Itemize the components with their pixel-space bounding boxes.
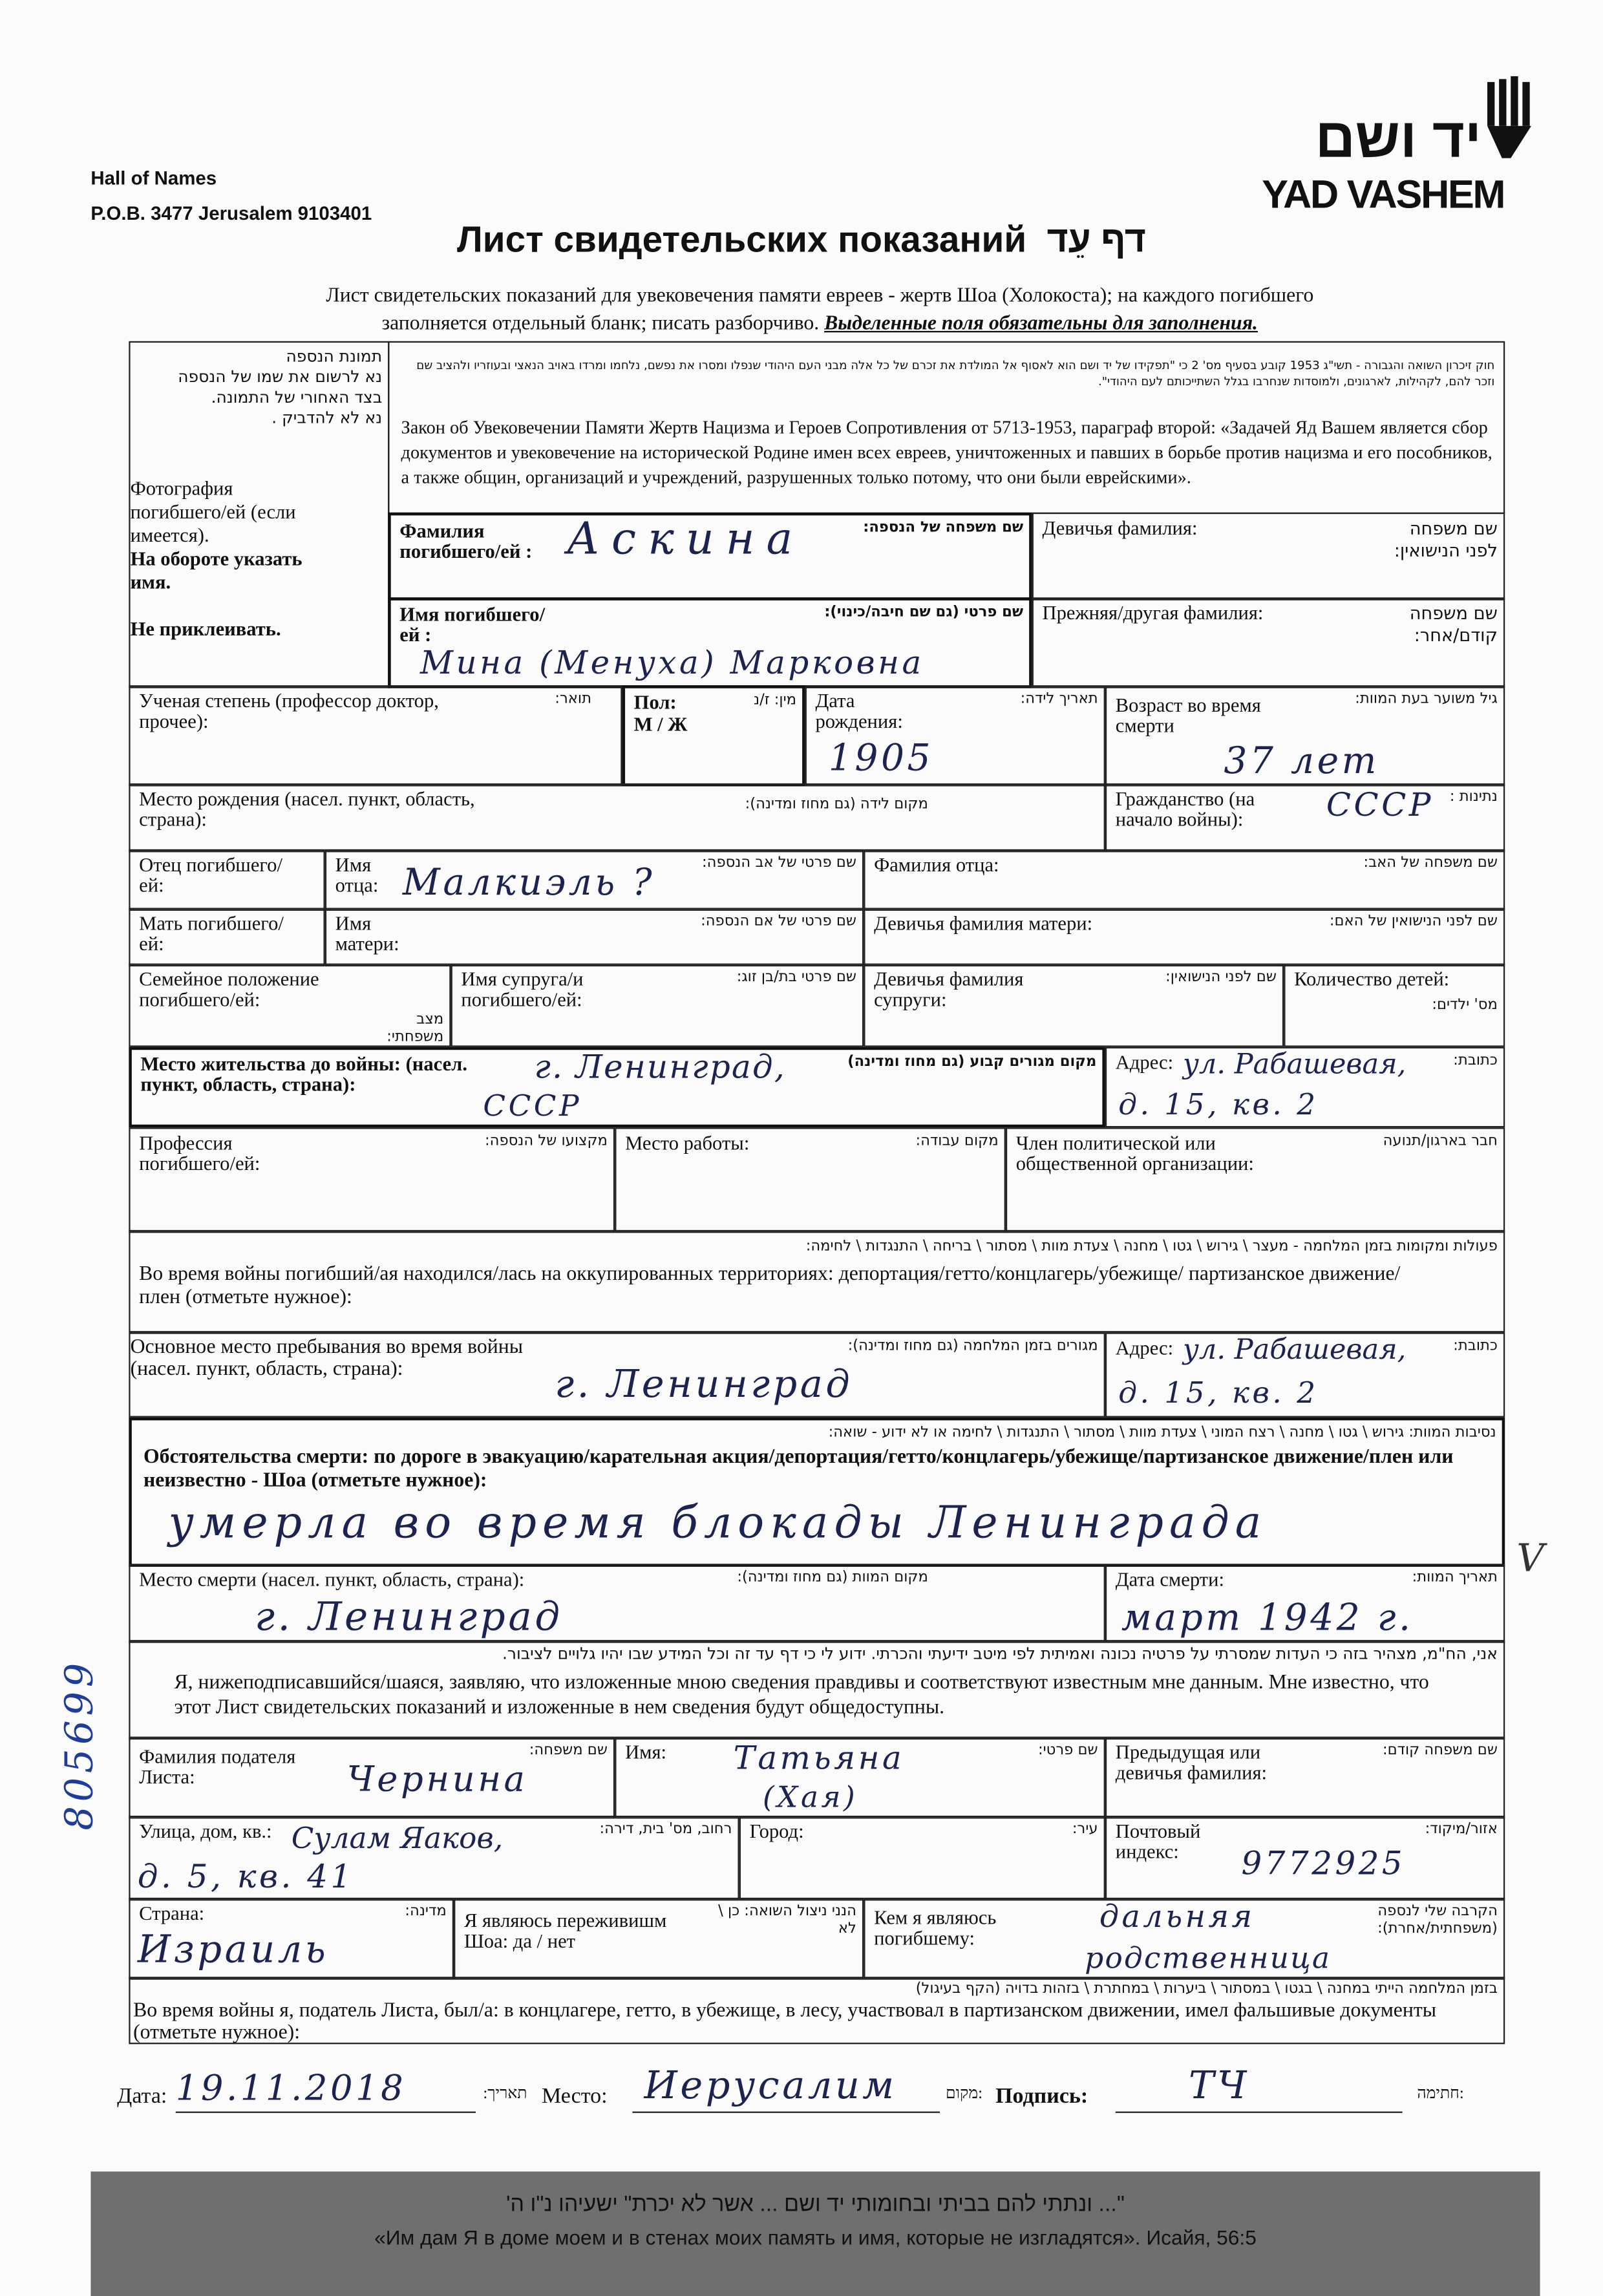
label: Улица, дом, кв.: bbox=[139, 1820, 272, 1842]
place-label: Место: bbox=[541, 2085, 608, 2109]
intro-text bbox=[293, 282, 1347, 338]
label: Почтовый индекс: bbox=[1115, 1820, 1201, 1863]
value: ул. Рабашевая, bbox=[1182, 1048, 1407, 1081]
label: Девичья фамилия матери: bbox=[874, 912, 1093, 935]
prior-name-field[interactable] bbox=[1032, 597, 1505, 688]
label: Прежняя/другая фамилия: bbox=[1042, 602, 1264, 624]
label: Девичья фамилия: bbox=[1042, 516, 1198, 539]
label-he: מין: ז/נ bbox=[754, 692, 797, 709]
label-he: גיל משוער בעת המוות: bbox=[1355, 691, 1498, 708]
value: Чернина bbox=[346, 1758, 528, 1800]
quote-ru: «Им дам Я в доме моем и в стенах моих память и имя, которые не изгладятся». Исайя, 56:5 bbox=[374, 2226, 1257, 2249]
label-he: מקום לידה (גם מחוז ומדינה): bbox=[745, 796, 928, 813]
photo-he bbox=[178, 347, 382, 429]
label: Предыдущая или девичья фамилия: bbox=[1115, 1741, 1268, 1784]
org-name: Hall of Names bbox=[90, 167, 217, 189]
label: Профессия погибшего/ей: bbox=[139, 1132, 260, 1175]
label: Фамилия погибшего/ей : bbox=[399, 520, 533, 562]
value: дальняя bbox=[1099, 1899, 1255, 1935]
label: Имя отца: bbox=[335, 853, 379, 897]
label: Имя: bbox=[625, 1741, 667, 1763]
label: Имя супруга/и погибшего/ей: bbox=[461, 968, 584, 1011]
signature-row bbox=[117, 2065, 1522, 2123]
org-address: P.O.B. 3477 Jerusalem 9103401 bbox=[90, 202, 372, 224]
law-box bbox=[388, 341, 1505, 514]
birthplace-field[interactable] bbox=[129, 783, 1105, 852]
label: Дата рождения: bbox=[815, 689, 903, 732]
place-he: מקום: bbox=[946, 2085, 983, 2103]
residence-field[interactable] bbox=[129, 1047, 1105, 1128]
survivor-label: Я являюсь переживишм Шоа: да / bbox=[463, 1909, 667, 1952]
workplace-field[interactable] bbox=[615, 1127, 1006, 1233]
relation-field[interactable] bbox=[864, 1898, 1505, 1980]
yad-vashem-logo bbox=[1262, 76, 1540, 220]
label-he: נתינות : bbox=[1449, 789, 1498, 805]
label: Гражданство (на начало войны): bbox=[1115, 787, 1255, 831]
label: Возраст во время смерти bbox=[1115, 694, 1261, 737]
submitter-wartime-field[interactable] bbox=[129, 1977, 1505, 2044]
intro: Лист свидетельских показаний для увековечения памяти евреев - жертв Шоа (Холокоста); на каждого погибшего заполняется отдельный бланк; писать разборчиво. bbox=[326, 285, 1314, 335]
death-place-field[interactable] bbox=[129, 1564, 1105, 1642]
label-he: מגורים בזמן המלחמה (גם מחוז ומדינה): bbox=[847, 1338, 1098, 1355]
label: Мать погибшего/ей: bbox=[139, 912, 284, 955]
sex-options: М / Ж bbox=[633, 713, 688, 736]
label-he: כתובת: bbox=[1453, 1338, 1498, 1355]
value: г. Ленинград bbox=[555, 1363, 853, 1407]
photo-ru bbox=[131, 477, 335, 641]
submitter-surname-field[interactable] bbox=[129, 1737, 615, 1819]
profession-field[interactable] bbox=[129, 1127, 615, 1233]
value: СССР bbox=[1326, 787, 1434, 825]
label: Во время войны я, податель Листа, был/а: в концлагере, гетто, в убежище, в лесу, участвовал в партизанском движении, имел фальшивые документы (отметьте нужное): bbox=[133, 2000, 1437, 2045]
quote-he: "... ונתתי להם בביתי ובחומותי יד ושם ... אשר לא יכרת" ישעיהו נ"ו ה' bbox=[506, 2192, 1125, 2217]
title-ru: Лист свидетельских показаний bbox=[457, 219, 1027, 261]
label-he: נסיבות המוות: גירוש \ גטו \ מחנה \ רצח המוני \ צעדת מוות \ מסתור \ התנגדות \ לחימה או לא ידוע - שואה: bbox=[828, 1425, 1496, 1441]
submitter-street-field[interactable] bbox=[129, 1816, 739, 1900]
title-he: דף עֵד bbox=[1046, 219, 1146, 261]
label: Ученая степень (профессор доктор, прочее): bbox=[139, 689, 439, 732]
he-line: נא לא להדביק . bbox=[271, 409, 383, 428]
label: Девичья фамилия супруги: bbox=[874, 968, 1024, 1011]
death-circumstances-field[interactable] bbox=[129, 1418, 1505, 1567]
label bbox=[464, 1911, 706, 1951]
value: умерла во время блокады Ленинграда bbox=[168, 1498, 1268, 1549]
label-he: שם לפני הנישואין: bbox=[1165, 969, 1277, 986]
label-he: בזמן המלחמה הייתי במחנה \ בגטו \ במסתור \ ביערות \ במחתרת \ בזהות בדויה (הקף בעיגול) bbox=[915, 1981, 1498, 1997]
label-he: הנני ניצול השואה: כן \ לא bbox=[718, 1903, 856, 1937]
label: Во время войны погибший/ая находился/лась на оккупированных территориях: депортация/гетто/концлагерь/убежище/ партизанское движение/плен (отметьте нужное): bbox=[139, 1263, 1401, 1310]
label: Адрес: bbox=[1115, 1337, 1174, 1359]
date-he: תאריך: bbox=[483, 2085, 527, 2103]
label-he: שם משפחה: bbox=[529, 1742, 608, 1759]
father-name-field[interactable] bbox=[325, 849, 864, 911]
value: Аскина bbox=[566, 514, 805, 566]
footer-quote bbox=[90, 2171, 1540, 2296]
declaration-he: אני, הח"מ, מצהיר בזה כי העדות שמסרתי על פרטיה נכונה ואמיתית לפי מיטב ידיעתי והכרתי. ידוע לי כי דף עד זה וכל המידע שבו יהיו גלויים לציבור. bbox=[502, 1644, 1498, 1664]
label: Количество детей: bbox=[1294, 968, 1450, 990]
spouse-maiden-field[interactable] bbox=[864, 964, 1284, 1047]
label-he: תאריך לידה: bbox=[1020, 691, 1098, 708]
value: 1905 bbox=[828, 736, 934, 780]
check-mark: V bbox=[1516, 1537, 1547, 1582]
law-he: חוק זיכרון השואה והגבורה - תשי"ג 1953 קובע בסעיף מס' 2 כי "תפקידו של יד ושם הוא לאסוף אל המולדת את זכרם של כל אלה מבני העם היהודי שנפלו ומסרו את נפשם, נלחמו ומרדו באויב הנאצי ובעוזריו ולהציב שם וזכר להם, לקהילות, לארגונים, ולמוסדות שנחרבו בגלל השתייכותם לעם היהודי". bbox=[416, 358, 1495, 388]
organization-field[interactable] bbox=[1006, 1127, 1505, 1233]
victim-name-field[interactable] bbox=[388, 597, 1032, 688]
value: д. 5, кв. 41 bbox=[137, 1859, 354, 1897]
survivor-no-option[interactable]: нет bbox=[547, 1929, 576, 1952]
label-he: מקום עבודה: bbox=[915, 1133, 999, 1150]
ru-bold: На обороте указать имя. bbox=[130, 547, 303, 593]
label-he: שם פרטי: bbox=[1037, 1742, 1098, 1759]
label-he: הקרבה שלי לנספה (משפחתית/אחרת): bbox=[1377, 1903, 1498, 1937]
residence-address-field[interactable] bbox=[1105, 1047, 1505, 1128]
age-field[interactable] bbox=[1105, 685, 1505, 786]
label: Пол: bbox=[633, 691, 677, 714]
date-value: 19.11.2018 bbox=[175, 2067, 407, 2109]
photo-box[interactable] bbox=[129, 341, 389, 688]
declaration-ru: Я, нижеподписавшийся/шаяся, заявляю, что изложенные мною сведения правдивы и соответствуют известным мне данным. Мне известно, что этот Лист свидетельских показаний и изложенные в нем сведения будут общедоступны. bbox=[174, 1672, 1429, 1719]
label-he: עיר: bbox=[1072, 1822, 1098, 1838]
label-he: שם משפחה לפני הנישואין: bbox=[1394, 518, 1498, 561]
value: 37 лет bbox=[1224, 739, 1379, 782]
label-he: שם משפחה של האב: bbox=[1363, 855, 1498, 871]
label-he: מצב משפחתי: bbox=[387, 1012, 444, 1046]
label-he: אזור/מיקוד: bbox=[1425, 1822, 1498, 1838]
value: г. Ленинград, bbox=[534, 1050, 786, 1087]
mother-maiden-field[interactable] bbox=[864, 908, 1505, 966]
maiden-name-field[interactable] bbox=[1032, 513, 1505, 601]
submitter-name-field[interactable] bbox=[615, 1737, 1105, 1819]
label: Место смерти (насел. пункт, область, страна): bbox=[139, 1568, 525, 1591]
label-he: תאריך המוות: bbox=[1412, 1569, 1498, 1586]
label: Обстоятельства смерти: по дороге в эвакуацию/карательная акция/депортация/гетто/концлагерь/убежище/партизанское движение/плен или неизвестно - Шоа (отметьте нужное): bbox=[143, 1447, 1454, 1493]
signature-he: חתימה: bbox=[1417, 2085, 1464, 2103]
label: Страна: bbox=[139, 1902, 205, 1924]
label-he: פעולות ומקומות בזמן המלחמה - מעצר \ גירוש \ גטו \ מחנה \ צעדת מוות \ מסתור \ בריחה \ התנגדות \ לחימה: bbox=[805, 1238, 1498, 1255]
value: ул. Рабашевая, bbox=[1182, 1334, 1407, 1366]
value: д. 15, кв. 2 bbox=[1118, 1086, 1319, 1122]
survivor-field[interactable] bbox=[454, 1898, 864, 1980]
value: СССР bbox=[483, 1088, 582, 1123]
declaration-box bbox=[129, 1640, 1505, 1739]
victim-surname-field[interactable] bbox=[388, 513, 1032, 601]
value: д. 15, кв. 2 bbox=[1118, 1375, 1319, 1410]
label: Имя погибшего/ей : bbox=[399, 603, 546, 646]
logo-latin: YAD VASHEM bbox=[1262, 173, 1505, 217]
wartime-address-field[interactable] bbox=[1105, 1332, 1505, 1417]
label: Основное место пребывания во время войны (насел. пункт, область, страна): bbox=[130, 1337, 524, 1381]
label-he: רחוב, מס' בית, דירה: bbox=[599, 1822, 732, 1838]
label: Отец погибшего/ей: bbox=[139, 853, 282, 897]
value: родственница bbox=[1085, 1940, 1332, 1975]
label: Место работы: bbox=[625, 1132, 750, 1154]
signature-label: Подпись: bbox=[995, 2085, 1088, 2109]
wartime-activities-field[interactable] bbox=[129, 1230, 1505, 1333]
label-he: מקום מגורים קבוע (גם מחוז ומדינה) bbox=[847, 1054, 1097, 1070]
dob-field[interactable] bbox=[805, 685, 1105, 786]
value: г. Ленинград bbox=[255, 1594, 563, 1641]
submitter-zip-field[interactable] bbox=[1105, 1816, 1505, 1900]
label-he: שם פרטי (גם שם חיבה/כינוי): bbox=[824, 604, 1024, 621]
value: Малкиэль ? bbox=[402, 860, 655, 904]
label: Фамилия подателя Листа: bbox=[139, 1745, 296, 1788]
father-surname-field[interactable] bbox=[864, 849, 1505, 911]
label: Город: bbox=[749, 1820, 804, 1842]
ru-line: погибшего/ей (если bbox=[130, 500, 296, 523]
place-value: Иерусалим bbox=[644, 2065, 897, 2109]
value: Сулам Яаков, bbox=[291, 1820, 504, 1856]
side-number-annotation: 805699 bbox=[58, 1658, 103, 1831]
label: Дата смерти: bbox=[1115, 1568, 1224, 1591]
father-label-cell bbox=[129, 849, 324, 911]
label-he: מדינה: bbox=[405, 1903, 447, 1920]
children-field[interactable] bbox=[1284, 964, 1505, 1047]
citizenship-field[interactable] bbox=[1105, 783, 1505, 852]
label: Член политической или общественной организации: bbox=[1015, 1132, 1254, 1175]
label-he: מקצועו של הנספה: bbox=[485, 1133, 608, 1150]
wartime-place-field[interactable] bbox=[129, 1332, 1105, 1417]
menorah-icon bbox=[1481, 76, 1540, 164]
label-he: מקום המוות (גם מחוז ומדינה): bbox=[737, 1569, 928, 1586]
ru-no-glue: Не приклеивать. bbox=[130, 617, 281, 640]
label-he: חבר בארגון/תנועה bbox=[1383, 1133, 1498, 1150]
label: Кем я являюсь погибшему: bbox=[874, 1906, 997, 1950]
label: Имя матери: bbox=[335, 912, 399, 955]
label-he: שם משפחה קודם/אחר: bbox=[1409, 603, 1498, 646]
date-field[interactable] bbox=[175, 2067, 476, 2113]
place-field[interactable] bbox=[632, 2065, 940, 2113]
label-he: כתובת: bbox=[1453, 1052, 1498, 1069]
signature-field[interactable] bbox=[1116, 2065, 1403, 2113]
date-label: Дата: bbox=[117, 2085, 167, 2109]
label: Семейное положение погибшего/ей: bbox=[139, 968, 319, 1011]
label-he: שם משפחה קודם: bbox=[1382, 1742, 1498, 1759]
spouse-name-field[interactable] bbox=[451, 964, 864, 1047]
value: (Хая) bbox=[762, 1779, 858, 1814]
he-line: נא לרשום את שמו של הנספה bbox=[178, 367, 383, 387]
value: Израиль bbox=[137, 1928, 329, 1973]
value: март 1942 г. bbox=[1121, 1596, 1414, 1639]
marital-field[interactable] bbox=[129, 964, 451, 1047]
page-title bbox=[0, 220, 1603, 262]
death-date-field[interactable] bbox=[1105, 1564, 1505, 1642]
label-he: שם פרטי של אב הנספה: bbox=[702, 855, 856, 871]
label-he: תואר: bbox=[555, 691, 591, 708]
logo-hebrew: יד ושם bbox=[1315, 108, 1481, 170]
label-he: מס' ילדים: bbox=[1432, 997, 1498, 1014]
value: Мина (Менуха) Марковна bbox=[419, 645, 924, 683]
sex-field[interactable] bbox=[622, 685, 805, 786]
label: Адрес: bbox=[1115, 1051, 1174, 1074]
mother-label-cell bbox=[129, 908, 324, 966]
signature-value: ТЧ bbox=[1189, 2065, 1249, 2109]
label-he: שם פרטי בת/בן זוג: bbox=[736, 969, 856, 986]
he-line: בצד האחורי של התמונה. bbox=[211, 388, 383, 407]
value: 9772925 bbox=[1241, 1846, 1406, 1884]
degree-field[interactable] bbox=[129, 685, 622, 786]
mother-name-field[interactable] bbox=[325, 908, 864, 966]
intro-required: Выделенные поля обязательны для заполнения. bbox=[824, 313, 1258, 335]
label-he: שם משפחה של הנספה: bbox=[863, 520, 1024, 537]
he-line: תמונת הנספה bbox=[286, 346, 383, 367]
ru-line: имеется). bbox=[130, 524, 209, 546]
ru-line: Фотография bbox=[130, 477, 233, 500]
label-he: שם לפני הנישואין של האם: bbox=[1329, 913, 1498, 930]
label: Фамилия отца: bbox=[874, 853, 999, 876]
submitter-country-field[interactable] bbox=[129, 1898, 454, 1980]
law-ru: Закон об Увековечении Памяти Жертв Нацизма и Героев Сопротивления от 5713-1953, параграф второй: «Задачей Яд Вашем является сбор документов и увековечение на исторической Родине имен всех евреев, уничтоженных и павших в борьбе против нацизма и его пособников, а также общин, организаций и учреждений, разрушенных только потому, что они были еврейскими». bbox=[401, 417, 1492, 488]
label: Место жительства до войны: (насел. пункт, область, страна): bbox=[140, 1052, 468, 1096]
value: Татьяна bbox=[733, 1741, 905, 1778]
label-he: שם פרטי של אם הנספה: bbox=[701, 913, 856, 930]
submitter-city-field[interactable] bbox=[739, 1816, 1105, 1900]
submitter-prev-name-field[interactable] bbox=[1105, 1737, 1505, 1819]
label: Место рождения (насел. пункт, область, страна): bbox=[139, 787, 475, 831]
